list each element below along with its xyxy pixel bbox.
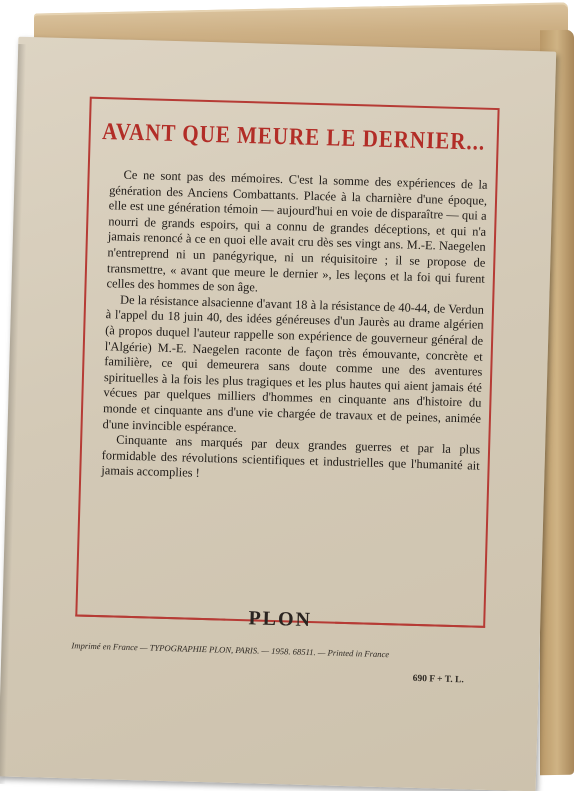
book-back-cover (0, 37, 556, 791)
price-label: 690 F + T. L. (412, 673, 464, 686)
publisher-row (75, 600, 486, 641)
imprint-line: Imprimé en France — TYPOGRAPHIE PLON, PARIS. — 1958. 68511. — Printed in France (71, 640, 390, 660)
publisher-name: PLON (248, 607, 313, 632)
blurb-paragraph-3: Cinquante ans marqués par deux grandes guerres et par la plus formidable des révolutions scientifiques et industrielles que l'humanité ait jamais accomplies ! (101, 432, 481, 481)
blurb-paragraph-1: Ce ne sont pas des mémoires. C'est la somme des expériences de la génération des Anciens Combattants. Placée à la charnière d'une époque, elle est une génération témoin — aujourd'hui en voie de disparaître — qui a nourri de grands espoirs, qui a connu de grandes déceptions, et qui n'a jamais renoncé à ce en quoi elle avait cru dès ses vingt ans. M.-E. Naegelen n'entreprend ni un panégyrique, ni un réquisitoire ; il se propose de transmettre, « avant que meure le dernier », les leçons et la foi qui furent celles des hommes de son âge. (106, 167, 488, 295)
text-frame (75, 97, 499, 632)
cover-title: AVANT QUE MEURE LE DERNIER... (101, 117, 486, 156)
blurb-text (101, 167, 488, 489)
blurb-paragraph-2: De la résistance alsacienne d'avant 18 à la résistance de 40-44, de Verdun à l'appel du 18 juin 40, des idées généreuses d'un Jaurès au drame algérien (à propos duquel l'auteur rappelle son expérience de gouverneur général de l'Algérie) M.-E. Naegelen raconte de façon très émouvante, concrète et familière, ce qui demeurera sans doute comme une des aventures spirituelles à la fois les plus tragiques et les plus hautes qui aient jamais été vécues par quelques milliers d'hommes en cinquante ans d'histoire du monde et cinquante ans d'une vie chargée de travaux et de peines, animée d'une invincible espérance. (102, 292, 485, 435)
